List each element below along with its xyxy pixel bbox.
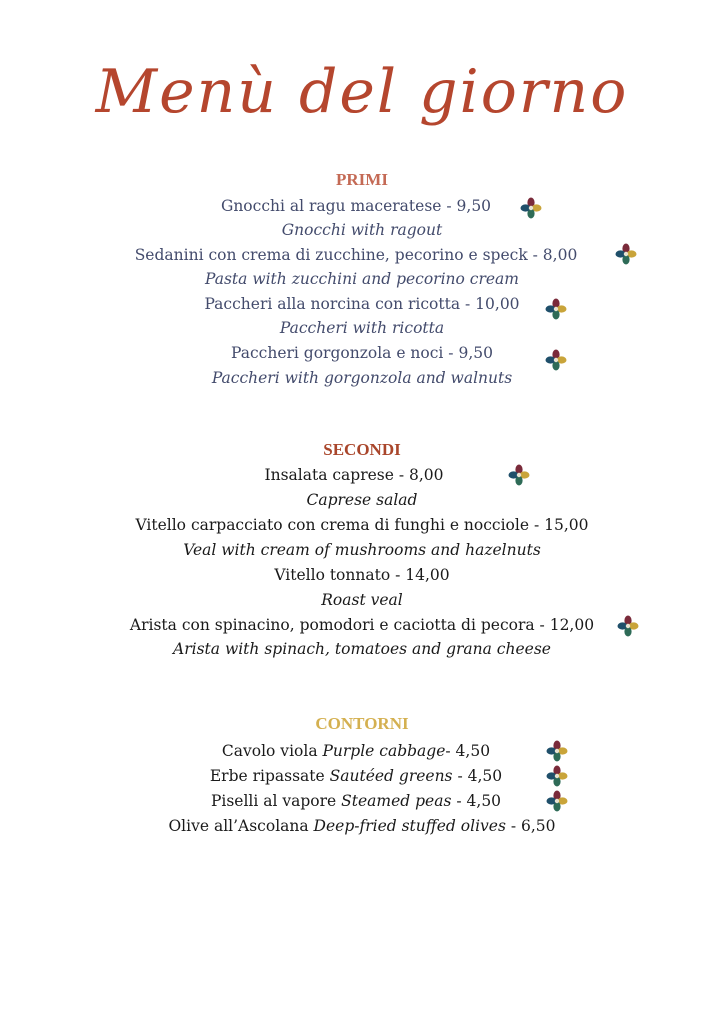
secondi-dish: Vitello tonnato - 14,00 — [274, 566, 450, 584]
contorni-name: Olive all’Ascolana — [168, 817, 314, 835]
secondi-dish: Insalata caprese - 8,00 — [264, 466, 444, 484]
primi-dish: Sedanini con crema di zucchine, pecorino e speck - 8,00 — [134, 246, 578, 264]
secondi-translation: Arista with spinach, tomatoes and grana cheese — [173, 640, 551, 658]
flower-icon — [545, 298, 567, 320]
primi-translation: Paccheri with ricotta — [279, 319, 445, 337]
contorni-item — [0, 790, 718, 812]
contorni-price: - 4,50 — [452, 767, 503, 785]
contorni-english: Purple cabbage — [322, 742, 446, 760]
primi-heading: PRIMI — [336, 170, 388, 189]
flower-icon — [615, 243, 637, 265]
primi-dish: Paccheri alla norcina con ricotta - 10,00 — [204, 295, 520, 313]
contorni-item — [0, 765, 718, 787]
contorni-name: Piselli al vapore — [210, 792, 342, 810]
contorni-price: - 4,50 — [451, 792, 502, 810]
primi-translation: Paccheri with gorgonzola and walnuts — [211, 369, 513, 387]
flower-icon — [545, 349, 567, 371]
secondi-translation: Caprese salad — [306, 491, 418, 509]
primi-dish: Gnocchi al ragu maceratese - 9,50 — [220, 197, 492, 215]
contorni-name: Erbe ripassate — [209, 767, 330, 785]
primi-translation: Gnocchi with ragout — [281, 221, 443, 239]
flower-icon — [546, 790, 568, 812]
flower-icon — [546, 765, 568, 787]
contorni-name: Cavolo viola — [221, 742, 323, 760]
primi-translation: Pasta with zucchini and pecorino cream — [205, 270, 519, 288]
flower-icon — [520, 197, 542, 219]
contorni-english: Steamed peas — [341, 792, 452, 810]
secondi-dish: Arista con spinacino, pomodori e caciotta di pecora - 12,00 — [129, 616, 595, 634]
contorni-english: Sautéed greens — [329, 767, 453, 785]
contorni-price: - 4,50 — [445, 742, 491, 760]
contorni-item — [0, 740, 718, 762]
secondi-translation: Veal with cream of mushrooms and hazelnuts — [183, 541, 541, 559]
contorni-price: - 6,50 — [505, 817, 556, 835]
primi-dish: Paccheri gorgonzola e noci - 9,50 — [231, 344, 493, 362]
flower-icon — [508, 464, 530, 486]
flower-icon — [617, 615, 639, 637]
flower-icon — [546, 740, 568, 762]
secondi-heading: SECONDI — [323, 440, 401, 459]
contorni-heading: CONTORNI — [315, 714, 409, 733]
menu-title: Menù del giorno — [95, 57, 629, 127]
secondi-dish: Vitello carpacciato con crema di funghi e nocciole - 15,00 — [135, 516, 589, 534]
contorni-english: Deep-fried stuffed olives — [313, 817, 506, 835]
secondi-translation: Roast veal — [321, 591, 403, 609]
contorni-item — [0, 815, 724, 837]
